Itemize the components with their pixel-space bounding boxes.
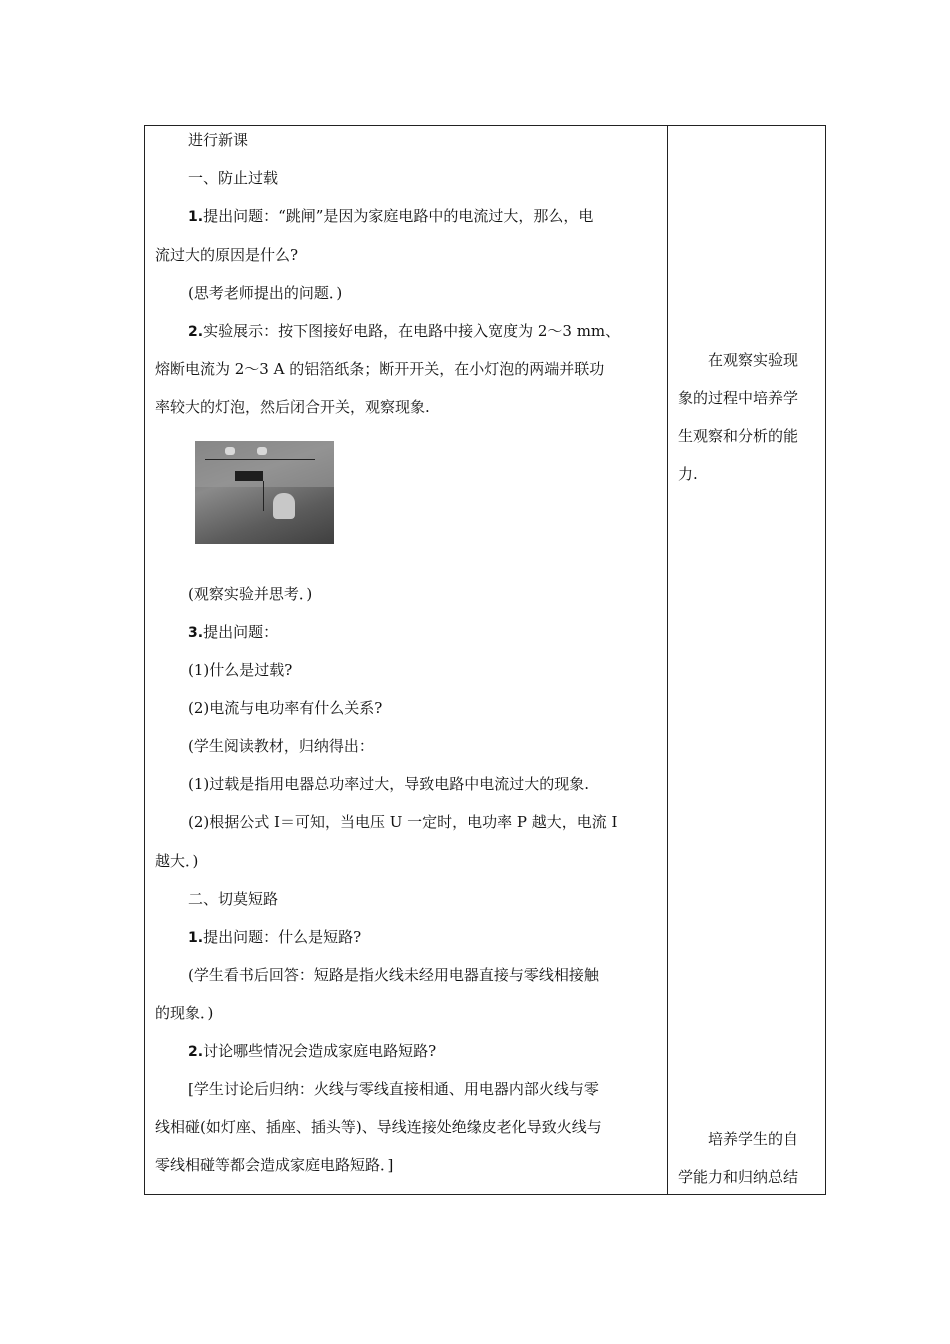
question-2: (2)电流与电功率有什么关系? <box>188 699 383 717</box>
paragraph-line: 流过大的原因是什么? <box>155 246 299 264</box>
design-intent-column <box>668 126 825 1194</box>
step-text: 提出问题：什么是短路? <box>203 928 362 946</box>
step-2-discuss <box>155 1041 657 1062</box>
student-activity: (思考老师提出的问题．) <box>188 284 343 302</box>
intent-note-line: 培养学生的自 <box>708 1130 799 1148</box>
step-1-ask-question <box>155 927 657 948</box>
paragraph-line: 零线相碰等都会造成家庭电路短路．] <box>155 1156 394 1174</box>
step-number: 1. <box>188 209 204 225</box>
intent-note-line: 生观察和分析的能 <box>678 427 799 445</box>
answer-1: (1)过载是指用电器总功率过大，导致电路中电流过大的现象. <box>188 775 590 793</box>
section-title: 进行新课 <box>188 131 249 149</box>
step-number: 2. <box>188 324 204 340</box>
step-1-ask-question <box>155 206 657 227</box>
paragraph-line: 的现象．) <box>155 1004 214 1022</box>
intent-note-line: 学能力和归纳总结 <box>678 1168 799 1186</box>
question-1: (1)什么是过载? <box>188 661 293 679</box>
intent-note-line: 在观察实验现 <box>708 351 799 369</box>
step-2-experiment <box>155 321 657 342</box>
student-activity: (观察实验并思考．) <box>188 585 313 603</box>
step-number: 3. <box>188 625 204 641</box>
lesson-table <box>144 125 826 1195</box>
student-activity: (学生看书后回答：短路是指火线未经用电器直接与零线相接触 <box>188 966 599 984</box>
answer-2: (2)根据公式 I＝可知，当电压 U 一定时，电功率 P 越大，电流 I <box>188 813 618 831</box>
heading-prevent-overload: 一、防止过载 <box>188 169 279 187</box>
step-text: 提出问题：“跳闸”是因为家庭电路中的电流过大，那么，电 <box>203 207 594 225</box>
heading-avoid-short-circuit: 二、切莫短路 <box>188 890 279 908</box>
intent-note-line: 象的过程中培养学 <box>678 389 799 407</box>
step-3-ask-question <box>155 622 657 643</box>
paragraph-line: 线相碰(如灯座、插座、插头等)、导线连接处绝缘皮老化导致火线与 <box>155 1118 602 1136</box>
student-activity: (学生阅读教材，归纳得出： <box>188 737 374 755</box>
paragraph-line: 熔断电流为 2～3 A 的铝箔纸条；断开开关，在小灯泡的两端并联功 <box>155 360 605 378</box>
step-number: 1. <box>188 930 204 946</box>
teaching-content-column <box>145 126 667 1194</box>
student-activity: [学生讨论后归纳：火线与零线直接相通、用电器内部火线与零 <box>188 1080 599 1098</box>
step-text: 提出问题： <box>203 623 279 641</box>
step-number: 2. <box>188 1044 204 1060</box>
intent-note-line: 力. <box>678 465 698 483</box>
paragraph-line: 越大．) <box>155 852 199 870</box>
paragraph-line: 率较大的灯泡，然后闭合开关，观察现象. <box>155 398 430 416</box>
step-text: 讨论哪些情况会造成家庭电路短路? <box>203 1042 437 1060</box>
experiment-photo <box>195 441 334 544</box>
step-text: 实验展示：按下图接好电路，在电路中接入宽度为 2～3 mm、 <box>203 322 621 340</box>
